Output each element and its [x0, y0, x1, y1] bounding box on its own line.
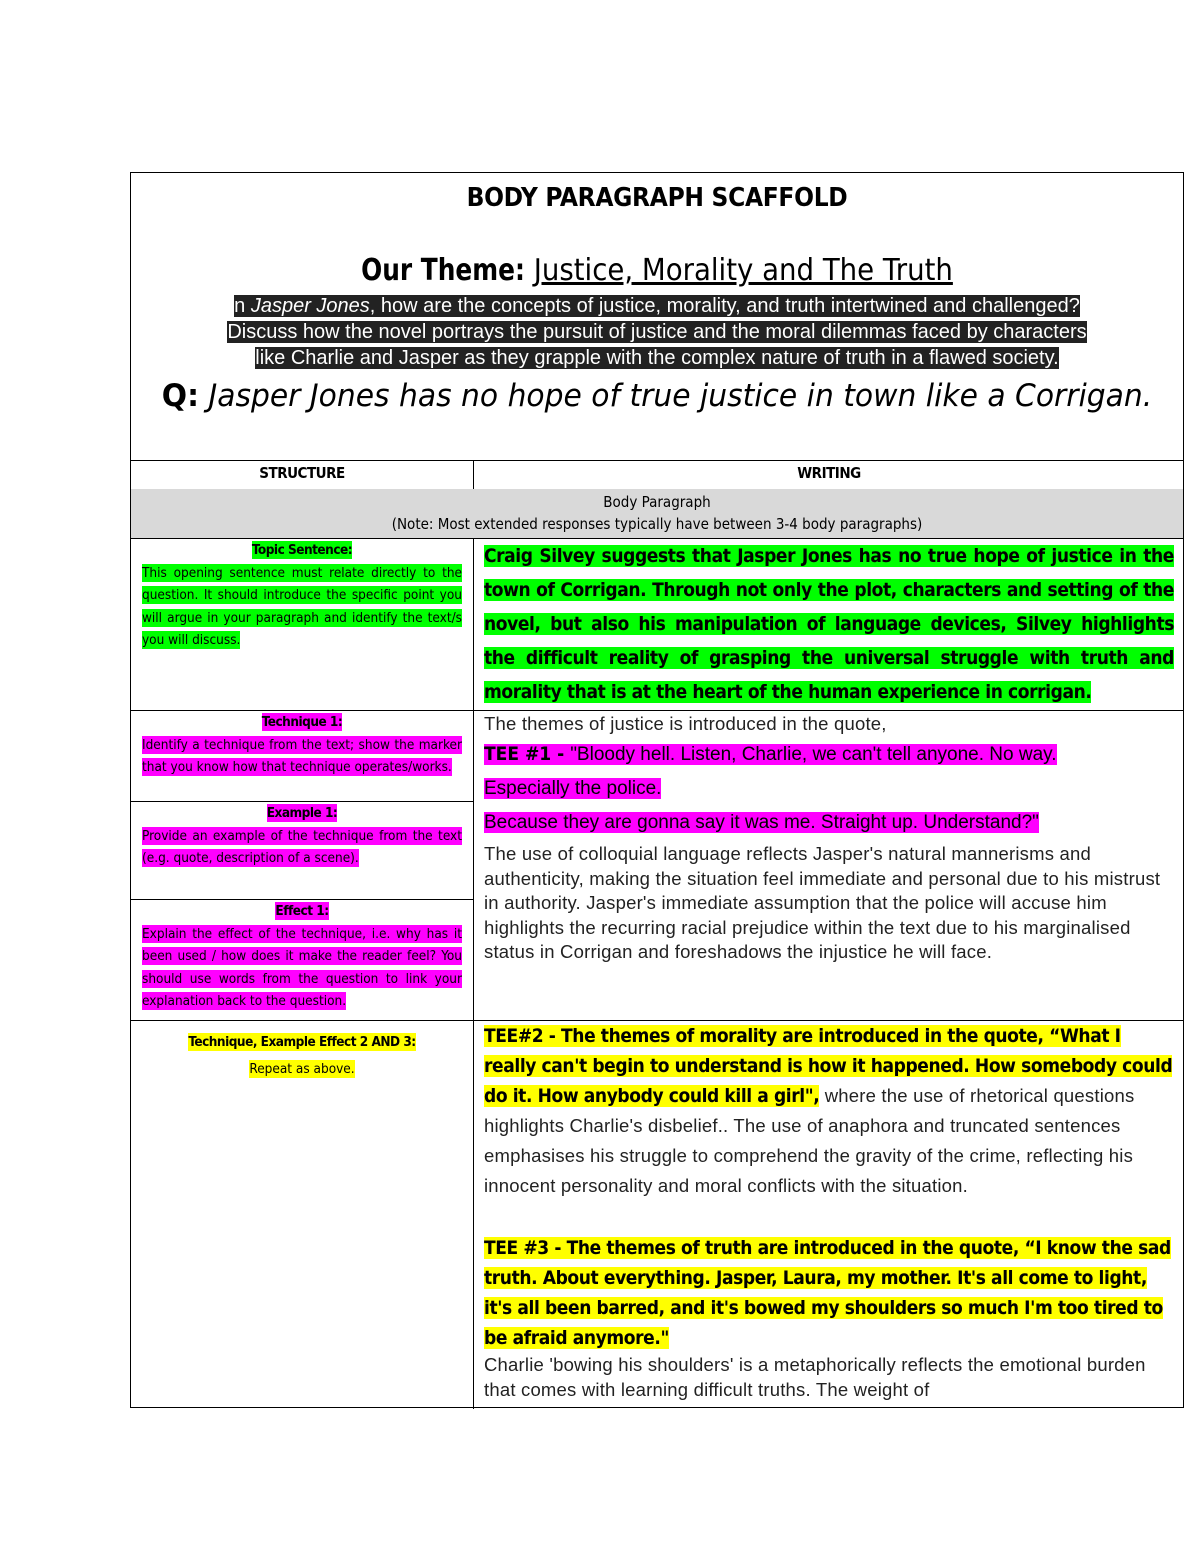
- topic-sentence-writing: [474, 539, 1184, 709]
- example1-guide: [131, 802, 473, 899]
- tee3-quote: TEE #3 - The themes of truth are introduced in the quote, “I know the sad truth. About everything. Jasper, Laura, my mother. It's all come to light, it's all been barred, and it's bowed my shoulders so much I'm too tired to be afraid anymore.": [484, 1237, 1171, 1349]
- tee-2-3-writing: [474, 1021, 1184, 1407]
- prompt-novel-title: Jasper Jones: [250, 295, 370, 317]
- effect1-guide: [131, 900, 473, 1020]
- theme-line: [173, 253, 1141, 288]
- structure-column-header: STRUCTURE: [259, 464, 345, 482]
- technique1-heading: Technique 1:: [261, 714, 343, 730]
- prompt-line2: Discuss how the novel portrays the pursuit of justice and the moral dilemmas faced by characters: [227, 321, 1087, 343]
- effect1-instructions: Explain the effect of the technique, i.e. why has it been used / how does it make the reader feel? You should use words from the question to link your explanation back to the question.: [142, 925, 462, 1009]
- example1-instructions: Provide an example of the technique from the text (e.g. quote, description of a scene).: [142, 827, 462, 866]
- scaffold-table: [130, 172, 1184, 1408]
- theme-label: Our Theme:: [361, 253, 525, 288]
- technique-2-3-instructions: Repeat as above.: [249, 1061, 355, 1077]
- tee1-quote-part3: Because they are gonna say it was me. Straight up. Understand?": [484, 812, 1039, 833]
- tee2-quote: TEE#2 - The themes of morality are introduced in the quote, “What I really can't begin to understand is how it happened. How somebody could do it. How anybody could kill a girl",: [484, 1025, 1173, 1107]
- prompt-line1-end: , how are the concepts of justice, morality, and truth intertwined and challenged?: [369, 295, 1080, 317]
- tee1-intro: The themes of justice is introduced in the quote,: [484, 713, 887, 734]
- page-title: BODY PARAGRAPH SCAFFOLD: [466, 183, 848, 213]
- tee3-analysis: Charlie 'bowing his shoulders' is a metaphorically reflects the emotional burden that comes with learning difficult truths. The weight of: [484, 1354, 1146, 1400]
- body-paragraph-banner: [131, 489, 1183, 538]
- question-line: [152, 378, 1162, 414]
- topic-sentence-text: Craig Silvey suggests that Jasper Jones has no true hope of justice in the town of Corrigan. Through not only the plot, characters and setting of the novel, but also his manipulation of language devices, Silvey highlights the difficult reality of grasping the universal struggle with truth and morality that is at the heart of the human experience in corrigan.: [484, 545, 1174, 703]
- topic-sentence-instructions: This opening sentence must relate directly to the question. It should introduce the specific point you will argue in your paragraph and identify the text/s you will discuss.: [142, 564, 462, 648]
- tee1-quote-part2: Especially the police.: [484, 778, 662, 799]
- effect1-heading: Effect 1:: [275, 903, 329, 919]
- body-paragraph-title: Body Paragraph: [603, 493, 711, 511]
- technique-2-3-heading: Technique, Example Effect 2 AND 3:: [188, 1034, 416, 1050]
- tee1-analysis: The use of colloquial language reflects Jasper's natural mannerisms and authenticity, making the situation feel immediate and personal due to his mistrust in authority. Jasper's immediate assumption that the police will accuse him highlights the recurring racial prejudice within the text due to his marginalised status in Corrigan and foreshadows the injustice he will face.: [484, 843, 1161, 962]
- technique1-instructions: Identify a technique from the text; show the marker that you know how that technique operates/works.: [142, 736, 462, 775]
- theme-value: Justice, Morality and The Truth: [533, 253, 953, 288]
- body-paragraph-note: (Note: Most extended responses typically have between 3-4 body paragraphs): [391, 515, 923, 533]
- tee1-writing: [474, 711, 1184, 1020]
- essay-prompt: [151, 293, 1163, 371]
- tee2-analysis: where the use of rhetorical questions highlights Charlie's disbelief.. The use of anaphora and truncated sentences emphasises his struggle to comprehend the gravity of the crime, reflecting his innocent personality and moral conflicts with the situation.: [484, 1085, 1135, 1196]
- example1-heading: Example 1:: [266, 805, 338, 821]
- prompt-line3: like Charlie and Jasper as they grapple with the complex nature of truth in a flawed society.: [255, 347, 1059, 369]
- prompt-line1-start: n: [234, 295, 251, 317]
- question-text: Jasper Jones has no hope of true justice in town like a Corrigan.: [208, 378, 1153, 414]
- topic-sentence-heading: Topic Sentence:: [251, 542, 353, 558]
- header-cell: [131, 173, 1183, 460]
- tee1-quote-part1: "Bloody hell. Listen, Charlie, we can't tell anyone. No way.: [570, 744, 1057, 765]
- topic-sentence-guide: [131, 539, 473, 709]
- writing-column-header: WRITING: [797, 464, 861, 482]
- technique1-guide: [131, 711, 473, 801]
- question-label: Q:: [161, 378, 199, 414]
- tee1-label: TEE #1 -: [484, 743, 571, 765]
- technique-2-3-guide: [131, 1021, 473, 1407]
